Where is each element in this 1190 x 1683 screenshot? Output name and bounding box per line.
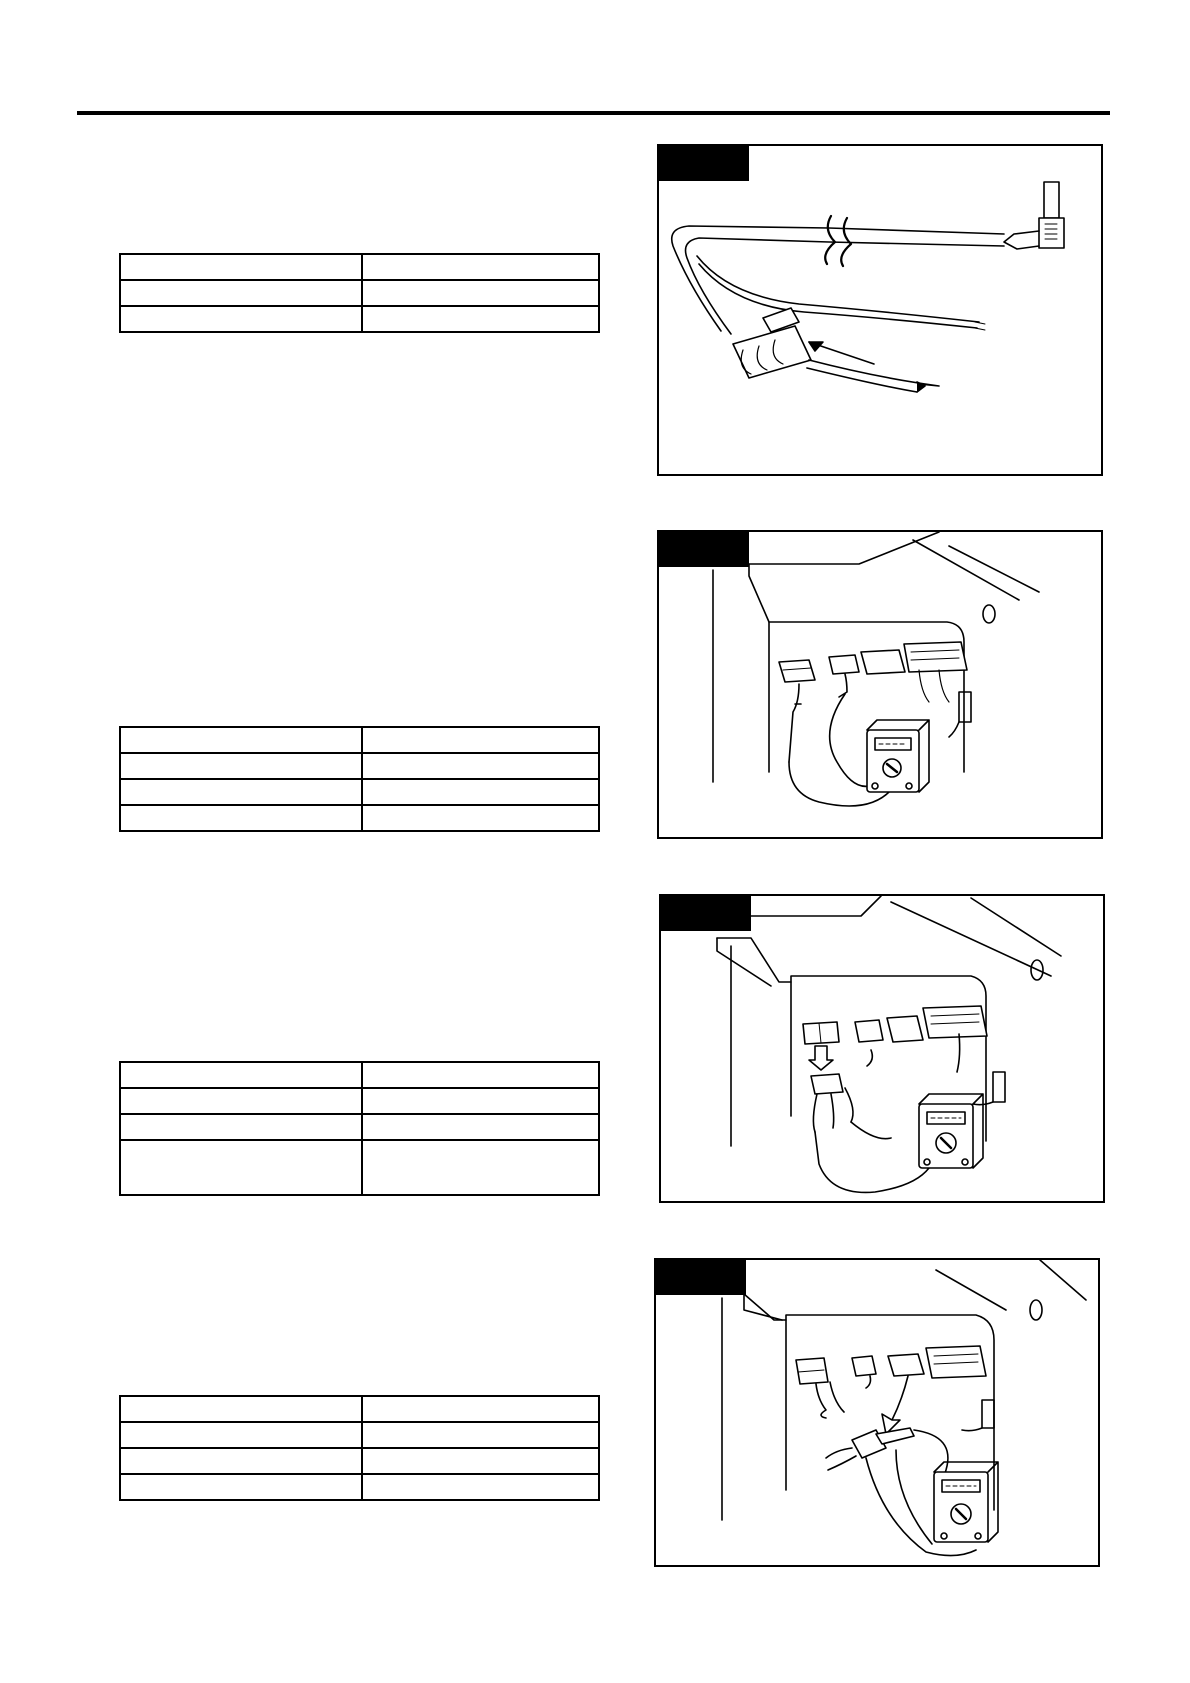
figure-2 (657, 530, 1103, 839)
table-cell (120, 1448, 362, 1474)
table-cell (120, 1140, 362, 1195)
table-cell (362, 1114, 599, 1140)
table-cell (362, 1422, 599, 1448)
table-cell (120, 753, 362, 779)
removed-connector-check-icon (656, 1260, 1102, 1569)
table-cell (362, 1474, 599, 1500)
table-row (120, 1448, 599, 1474)
table-row (120, 1114, 599, 1140)
table-cell (120, 1396, 362, 1422)
table-cell (120, 1114, 362, 1140)
table-row (120, 1140, 599, 1195)
table-cell (362, 1062, 599, 1088)
table-cell (120, 1088, 362, 1114)
spec-table-1 (119, 253, 600, 333)
fuse-holder-cable-icon (659, 146, 1105, 478)
table-cell (120, 254, 362, 280)
table-cell (362, 1088, 599, 1114)
table-row (120, 1088, 599, 1114)
table-cell (120, 727, 362, 753)
table-cell (120, 1062, 362, 1088)
figure-4 (654, 1258, 1100, 1567)
table-cell (120, 306, 362, 332)
table-row (120, 753, 599, 779)
table-row (120, 1422, 599, 1448)
table-cell (362, 306, 599, 332)
table-cell (362, 805, 599, 831)
table-row (120, 805, 599, 831)
table-cell (362, 1140, 599, 1195)
disconnected-connector-check-icon (661, 896, 1107, 1205)
table-cell (120, 1474, 362, 1500)
figure-3 (659, 894, 1105, 1203)
figure-1 (657, 144, 1103, 476)
spec-table-4 (119, 1395, 600, 1501)
table-row (120, 727, 599, 753)
table-cell (120, 1422, 362, 1448)
table-cell (120, 280, 362, 306)
table-cell (120, 805, 362, 831)
header-rule (77, 111, 1110, 115)
spec-table-2 (119, 726, 600, 832)
table-cell (362, 254, 599, 280)
table-row (120, 779, 599, 805)
table-row (120, 1062, 599, 1088)
table-row (120, 306, 599, 332)
table-cell (362, 280, 599, 306)
table-cell (362, 727, 599, 753)
table-cell (120, 779, 362, 805)
table-row (120, 280, 599, 306)
table-row (120, 1474, 599, 1500)
connector-resistance-check-icon (659, 532, 1105, 841)
table-cell (362, 1396, 599, 1422)
table-cell (362, 779, 599, 805)
table-cell (362, 1448, 599, 1474)
table-row (120, 254, 599, 280)
spec-table-3 (119, 1061, 600, 1196)
table-row (120, 1396, 599, 1422)
table-cell (362, 753, 599, 779)
